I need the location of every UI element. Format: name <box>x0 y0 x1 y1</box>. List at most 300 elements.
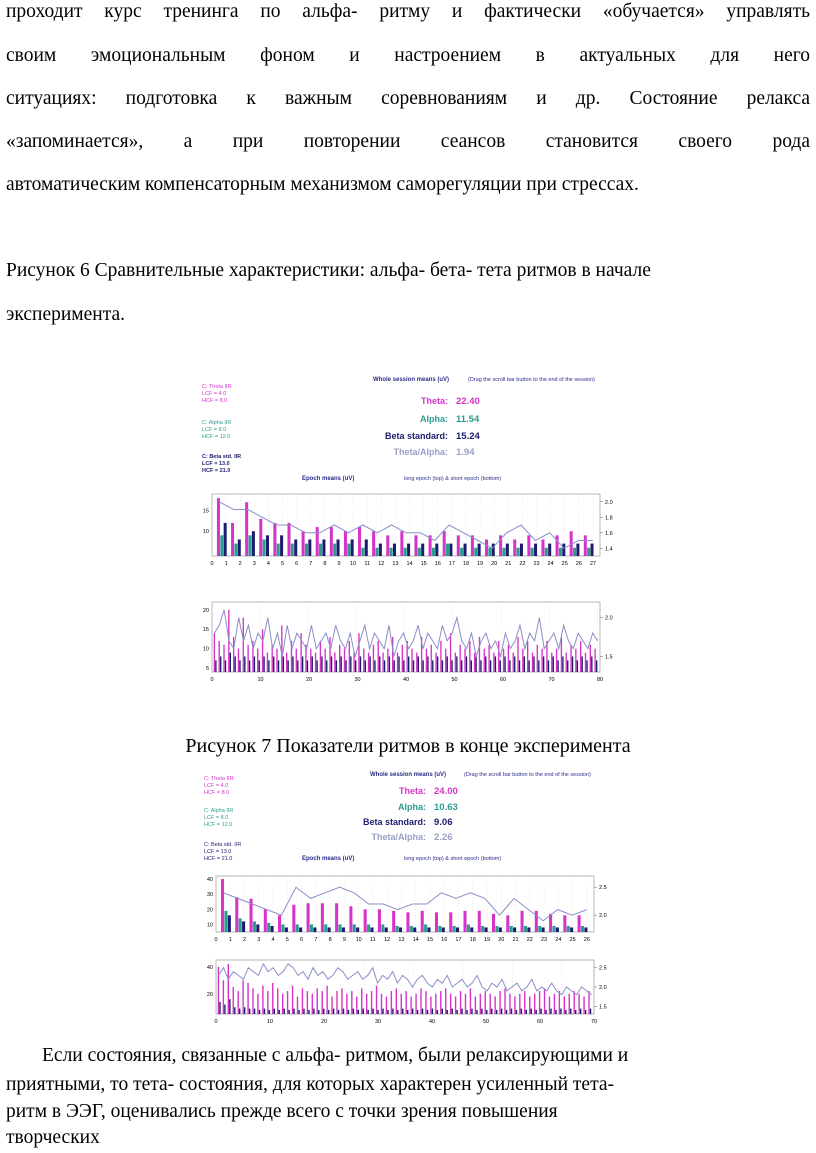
bar-beta <box>228 915 231 932</box>
x-tick-label: 11 <box>370 937 376 943</box>
bar-theta <box>302 988 303 1014</box>
bar-beta <box>394 660 395 672</box>
bar-theta <box>416 653 417 672</box>
x-tick-label: 30 <box>354 677 361 683</box>
bar-beta <box>407 1010 408 1014</box>
bar-beta <box>567 660 568 672</box>
bar-theta <box>221 879 224 932</box>
bar-alpha <box>396 926 399 932</box>
bar-theta <box>445 988 446 1014</box>
bar-theta <box>534 994 535 1014</box>
bar-beta <box>399 927 402 932</box>
bar-theta <box>286 653 287 672</box>
bar-beta <box>427 656 428 672</box>
beta-value: 15.24 <box>456 431 480 442</box>
bar-theta <box>331 996 332 1014</box>
bar-beta <box>308 539 311 556</box>
bar-theta <box>349 641 350 672</box>
x-tick-label: 3 <box>257 937 261 943</box>
bar-beta <box>447 656 448 672</box>
x-tick-label: 5 <box>285 937 289 943</box>
bar-beta <box>435 544 438 556</box>
x-tick-label: 60 <box>499 677 507 683</box>
bar-theta <box>358 527 361 556</box>
bar-beta <box>499 927 502 932</box>
bar-beta <box>432 660 433 672</box>
bar-alpha <box>234 544 237 556</box>
bar-beta <box>452 1009 453 1014</box>
x-tick-label: 8 <box>328 937 332 943</box>
bar-beta <box>264 1009 265 1014</box>
x-tick-label: 4 <box>271 937 275 943</box>
bar-beta <box>533 656 534 672</box>
x-tick-label: 14 <box>406 561 413 567</box>
bar-theta <box>513 653 514 672</box>
bar-theta <box>578 915 581 932</box>
bar-theta <box>243 618 244 672</box>
bar-alpha <box>531 548 534 556</box>
bar-theta <box>460 645 461 672</box>
bar-alpha <box>253 921 256 932</box>
bar-beta <box>509 660 510 672</box>
bar-beta <box>470 927 473 932</box>
bar-alpha <box>404 548 407 556</box>
x-tick-label: 22 <box>526 937 533 943</box>
epoch-title: Epoch means (uV) <box>302 856 355 862</box>
bar-beta <box>397 1010 398 1014</box>
bar-theta <box>475 996 476 1014</box>
bar-beta <box>234 1007 235 1014</box>
bar-beta <box>365 539 368 556</box>
bar-beta <box>485 656 486 672</box>
bar-beta <box>252 531 255 556</box>
bar-theta <box>478 911 481 932</box>
bar-beta <box>526 1010 527 1014</box>
bar-beta <box>369 656 370 672</box>
y-right-tick-label: 2.0 <box>605 615 613 622</box>
bar-beta <box>466 656 467 672</box>
bar-theta <box>267 653 268 672</box>
theta-filter: C: Theta IIR LCF = 4.0 HCF = 8.0 <box>204 776 234 796</box>
bar-theta <box>514 996 515 1014</box>
x-tick-label: 26 <box>575 561 582 567</box>
bar-theta <box>527 535 530 556</box>
bar-alpha <box>573 548 576 556</box>
bar-theta <box>321 991 322 1014</box>
ratio-value: 2.26 <box>434 832 453 843</box>
bar-theta <box>402 645 403 672</box>
bar-alpha <box>305 544 308 556</box>
bar-alpha <box>517 548 520 556</box>
x-tick-label: 19 <box>483 937 491 943</box>
bar-beta <box>413 660 414 672</box>
bar-alpha <box>239 918 242 932</box>
bar-theta <box>335 903 338 932</box>
bar-theta <box>522 649 523 672</box>
bar-beta <box>520 544 523 556</box>
bar-beta <box>278 660 279 672</box>
bar-theta <box>435 994 436 1014</box>
text-line: ритм в ЭЭГ, оценивались прежде всего с точки зрения повышения <box>6 1101 558 1122</box>
bar-alpha <box>510 926 513 932</box>
bar-beta <box>590 544 593 556</box>
bar-beta <box>456 927 459 932</box>
bar-beta <box>271 926 274 932</box>
x-tick-label: 40 <box>428 1019 436 1025</box>
bar-beta <box>478 544 481 556</box>
bar-alpha <box>267 923 270 932</box>
y-right-tick-label: 1.5 <box>599 1004 607 1011</box>
bar-alpha <box>296 924 299 932</box>
x-tick-label: 25 <box>561 561 568 567</box>
bar-beta <box>557 660 558 672</box>
x-tick-label: 50 <box>482 1019 490 1025</box>
bar-theta <box>506 915 509 932</box>
text-line: автоматическим компенсаторным механизмом саморегуляции при стрессах. <box>6 174 639 195</box>
theta-label: Theta: <box>399 786 426 796</box>
fig6-long-chart <box>198 488 616 570</box>
bar-beta <box>403 660 404 672</box>
bar-alpha <box>347 544 350 556</box>
bar-beta <box>363 1009 364 1014</box>
bar-theta <box>366 994 367 1014</box>
bar-beta <box>548 544 551 556</box>
bar-theta <box>527 641 528 672</box>
bar-beta <box>545 1010 546 1014</box>
x-tick-label: 17 <box>448 561 455 567</box>
y-tick-label: 15 <box>202 508 209 515</box>
bar-theta <box>564 996 565 1014</box>
bar-theta <box>325 649 326 672</box>
x-tick-label: 10 <box>257 677 264 683</box>
bar-theta <box>346 994 347 1014</box>
bar-beta <box>506 1010 507 1014</box>
bar-theta <box>435 912 438 932</box>
caption-line: Рисунок 6 Сравнительные характеристики: альфа- бета- тета ритмов в начале <box>6 260 651 281</box>
figure-7 <box>198 768 616 1030</box>
bar-beta <box>516 1010 517 1014</box>
bar-theta <box>470 988 471 1014</box>
bar-theta <box>373 645 374 672</box>
bar-theta <box>281 625 282 672</box>
bar-beta <box>284 1009 285 1014</box>
bar-beta <box>358 1010 359 1014</box>
bar-theta <box>488 645 489 672</box>
bar-beta <box>527 927 530 932</box>
bar-theta <box>218 967 219 1014</box>
bar-beta <box>432 1009 433 1014</box>
bar-beta <box>337 539 340 556</box>
bar-beta <box>244 656 245 672</box>
bar-beta <box>368 1010 369 1014</box>
drag-note: (Drag the scroll bar button to the end of the session) <box>468 377 595 383</box>
bar-beta <box>476 1010 477 1014</box>
bar-beta <box>486 1010 487 1014</box>
bar-beta <box>313 1009 314 1014</box>
bar-theta <box>492 914 495 932</box>
theta-value: 24.00 <box>434 786 458 797</box>
bar-theta <box>450 994 451 1014</box>
bar-theta <box>245 502 248 556</box>
bar-theta <box>532 653 533 672</box>
bar-beta <box>427 927 430 932</box>
bar-beta <box>584 927 587 932</box>
bar-beta <box>542 927 545 932</box>
bar-theta <box>296 649 297 672</box>
fig6-short-chart <box>198 594 616 686</box>
x-tick-label: 1 <box>228 937 232 943</box>
bar-beta <box>229 999 230 1014</box>
bar-theta <box>247 983 248 1014</box>
bar-theta <box>339 645 340 672</box>
bar-theta <box>272 983 273 1014</box>
bar-beta <box>256 924 259 932</box>
bar-theta <box>382 653 383 672</box>
text-line: ситуациях: подготовка к важным соревнованиям и др. Состояние релакса <box>6 88 810 109</box>
bar-theta <box>414 535 417 556</box>
bar-theta <box>302 531 305 556</box>
x-tick-label: 21 <box>505 561 512 567</box>
bar-theta <box>575 649 576 672</box>
y-tick-label: 40 <box>206 964 213 971</box>
bar-alpha <box>453 926 456 932</box>
bar-beta <box>356 927 359 932</box>
y-right-tick-label: 1.8 <box>605 515 613 522</box>
bar-theta <box>400 531 403 556</box>
bar-theta <box>326 986 327 1014</box>
bar-theta <box>329 637 330 672</box>
bar-theta <box>320 641 321 672</box>
bar-theta <box>420 988 421 1014</box>
bar-theta <box>425 991 426 1014</box>
bar-theta <box>406 912 409 932</box>
bar-alpha <box>432 548 435 556</box>
bar-alpha <box>277 544 280 556</box>
bar-beta <box>239 1009 240 1014</box>
x-tick-label: 9 <box>337 561 341 567</box>
bar-theta <box>238 649 239 672</box>
bar-theta <box>578 994 579 1014</box>
bar-beta <box>437 656 438 672</box>
text-line: творческих <box>6 1127 100 1148</box>
bar-theta <box>397 653 398 672</box>
bar-theta <box>259 519 262 556</box>
bar-beta <box>560 1009 561 1014</box>
bar-theta <box>237 991 238 1014</box>
bar-beta <box>328 1010 329 1014</box>
bar-alpha <box>319 544 322 556</box>
bar-beta <box>495 656 496 672</box>
bar-alpha <box>339 924 342 932</box>
bar-theta <box>262 986 263 1014</box>
bar-theta <box>297 996 298 1014</box>
bar-beta <box>372 1009 373 1014</box>
bar-beta <box>224 1005 225 1014</box>
bar-theta <box>223 645 224 672</box>
bar-beta <box>360 656 361 672</box>
bar-theta <box>217 498 220 556</box>
bar-beta <box>466 1010 467 1014</box>
bar-beta <box>582 656 583 672</box>
bar-beta <box>268 660 269 672</box>
y-tick-label: 30 <box>206 892 213 899</box>
bar-beta <box>338 1010 339 1014</box>
bar-beta <box>219 1002 220 1014</box>
bar-theta <box>391 991 392 1014</box>
caption-line: эксперимента. <box>6 304 126 325</box>
bar-alpha <box>418 548 421 556</box>
x-tick-label: 23 <box>533 561 540 567</box>
bar-beta <box>326 660 327 672</box>
bar-beta <box>389 656 390 672</box>
bar-beta <box>521 1009 522 1014</box>
bar-beta <box>336 660 337 672</box>
bar-beta <box>596 660 597 672</box>
bar-theta <box>381 994 382 1014</box>
bar-theta <box>405 991 406 1014</box>
bar-theta <box>561 637 562 672</box>
bar-theta <box>411 649 412 672</box>
bar-beta <box>382 1009 383 1014</box>
bar-theta <box>368 653 369 672</box>
beta-value: 9.06 <box>434 817 453 828</box>
bar-beta <box>490 660 491 672</box>
bar-theta <box>499 991 500 1014</box>
bar-theta <box>330 527 333 556</box>
x-tick-label: 10 <box>355 937 362 943</box>
bar-beta <box>538 660 539 672</box>
bar-beta <box>496 1010 497 1014</box>
bar-theta <box>585 653 586 672</box>
bar-beta <box>418 656 419 672</box>
bar-beta <box>513 927 516 932</box>
x-tick-label: 7 <box>314 937 318 943</box>
bar-beta <box>350 656 351 672</box>
bar-alpha <box>220 535 223 556</box>
bar-beta <box>341 656 342 672</box>
y-right-tick-label: 1.6 <box>605 530 613 537</box>
fig7-short-chart <box>198 956 616 1028</box>
x-tick-label: 30 <box>374 1019 382 1025</box>
x-tick-label: 15 <box>420 561 427 567</box>
bar-beta <box>485 927 488 932</box>
bar-beta <box>234 656 235 672</box>
bar-theta <box>371 991 372 1014</box>
bar-theta <box>292 905 295 932</box>
bar-beta <box>254 656 255 672</box>
bar-theta <box>312 994 313 1014</box>
text-line: «запоминается», а при повторении сеансов становится своего рода <box>6 131 810 152</box>
bar-theta <box>233 987 234 1014</box>
bar-beta <box>422 660 423 672</box>
bar-beta <box>417 1010 418 1014</box>
bar-theta <box>262 629 263 672</box>
bar-theta <box>464 649 465 672</box>
bar-beta <box>461 1009 462 1014</box>
bar-theta <box>583 996 584 1014</box>
x-tick-label: 19 <box>477 561 484 567</box>
bar-beta <box>355 660 356 672</box>
x-tick-label: 0 <box>214 937 218 943</box>
bar-theta <box>233 637 234 672</box>
bar-beta <box>543 656 544 672</box>
bar-beta <box>224 523 227 556</box>
bar-alpha <box>559 548 562 556</box>
bar-beta <box>447 1010 448 1014</box>
bar-theta <box>292 986 293 1014</box>
bar-beta <box>398 656 399 672</box>
epoch-title: Epoch means (uV) <box>302 476 355 482</box>
y-right-tick-label: 2.0 <box>605 499 613 506</box>
bar-beta <box>348 1010 349 1014</box>
bar-beta <box>269 1010 270 1014</box>
bar-beta <box>331 656 332 672</box>
figure-7-caption: Рисунок 7 Показатели ритмов в конце эксперимента <box>185 735 631 757</box>
x-tick-label: 17 <box>455 937 462 943</box>
bar-alpha <box>587 548 590 556</box>
bar-theta <box>223 980 224 1014</box>
bar-theta <box>556 535 559 556</box>
bar-beta <box>577 660 578 672</box>
bar-alpha <box>446 544 449 556</box>
ratio-label: Theta/Alpha: <box>371 832 426 842</box>
x-tick-label: 11 <box>364 561 371 567</box>
bar-theta <box>349 906 352 932</box>
bar-beta <box>580 1009 581 1014</box>
bar-theta <box>503 649 504 672</box>
bar-beta <box>342 927 345 932</box>
bar-theta <box>549 996 550 1014</box>
bar-theta <box>278 915 281 932</box>
x-tick-label: 18 <box>469 937 476 943</box>
bar-theta <box>519 994 520 1014</box>
bar-beta <box>456 1010 457 1014</box>
x-tick-label: 24 <box>555 937 562 943</box>
bar-beta <box>536 1010 537 1014</box>
bar-beta <box>297 660 298 672</box>
bar-theta <box>282 994 283 1014</box>
bar-theta <box>431 645 432 672</box>
beta-filter: C: Beta std. IIR LCF = 13.0 HCF = 21.0 <box>202 454 242 474</box>
bar-beta <box>461 660 462 672</box>
bar-theta <box>287 523 290 556</box>
bar-beta <box>379 656 380 672</box>
bar-beta <box>239 660 240 672</box>
bar-beta <box>570 927 573 932</box>
y-right-tick-label: 1.4 <box>605 546 613 553</box>
bar-beta <box>379 544 382 556</box>
bar-alpha <box>410 926 413 932</box>
bar-theta <box>460 991 461 1014</box>
bar-theta <box>445 649 446 672</box>
bar-beta <box>519 660 520 672</box>
bar-theta <box>307 991 308 1014</box>
bar-beta <box>464 544 467 556</box>
bar-theta <box>287 991 288 1014</box>
bar-beta <box>280 535 283 556</box>
bar-theta <box>440 991 441 1014</box>
bar-beta <box>254 1009 255 1014</box>
bar-theta <box>387 649 388 672</box>
bar-beta <box>387 1010 388 1014</box>
bar-theta <box>566 653 567 672</box>
x-tick-label: 20 <box>498 937 505 943</box>
bar-theta <box>535 911 538 932</box>
text-line: Если состояния, связанные с альфа- ритмом, были релаксирующими и <box>42 1045 629 1066</box>
bar-beta <box>249 1009 250 1014</box>
x-tick-label: 15 <box>426 937 434 943</box>
y-tick-label: 10 <box>202 646 209 653</box>
